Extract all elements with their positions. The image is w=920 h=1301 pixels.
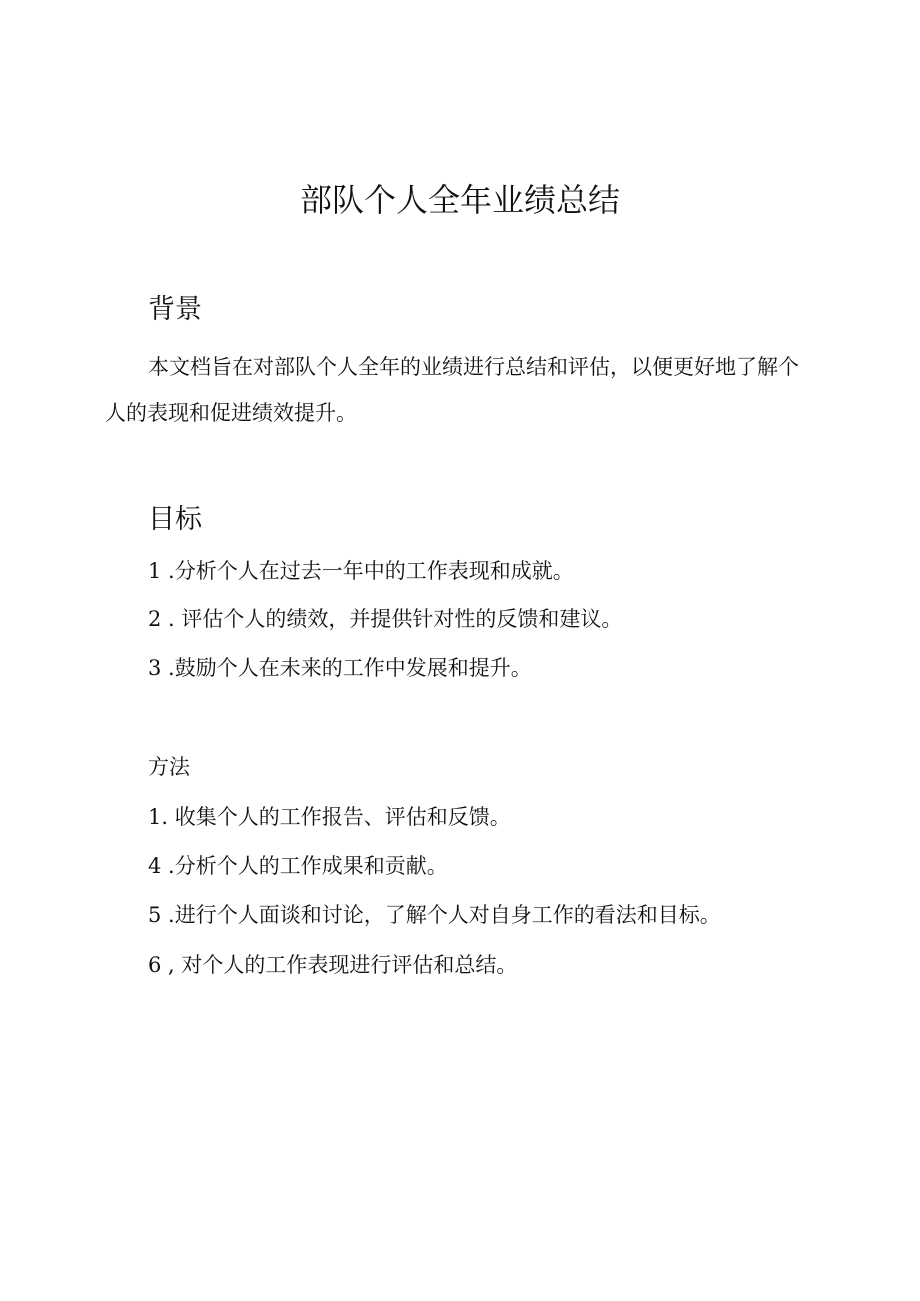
goal-item-1: 1 .分析个人在过去一年中的工作表现和成就。 [148, 559, 574, 583]
method-item-2: 4 .分析个人的工作成果和贡献。 [148, 854, 448, 878]
methods-heading: 方法 [148, 755, 190, 779]
goals-heading: 目标 [148, 504, 202, 535]
method-item-1: 1. 收集个人的工作报告、评估和反馈。 [148, 805, 511, 829]
background-heading: 背景 [148, 294, 202, 325]
document-title: 部队个人全年业绩总结 [299, 181, 620, 219]
goal-item-2: 2 . 评估个人的绩效，并提供针对性的反馈和建议。 [148, 607, 623, 631]
method-item-4: 6 , 对个人的工作表现进行评估和总结。 [148, 953, 518, 977]
background-paragraph: 本文档旨在对部队个人全年的业绩进行总结和评估，以便更好地了解个人的表现和促进绩效提升。 [105, 355, 799, 425]
goal-item-3: 3 .鼓励个人在未来的工作中发展和提升。 [148, 656, 532, 680]
method-item-3: 5 .进行个人面谈和讨论，了解个人对自身工作的看法和目标。 [148, 903, 721, 927]
